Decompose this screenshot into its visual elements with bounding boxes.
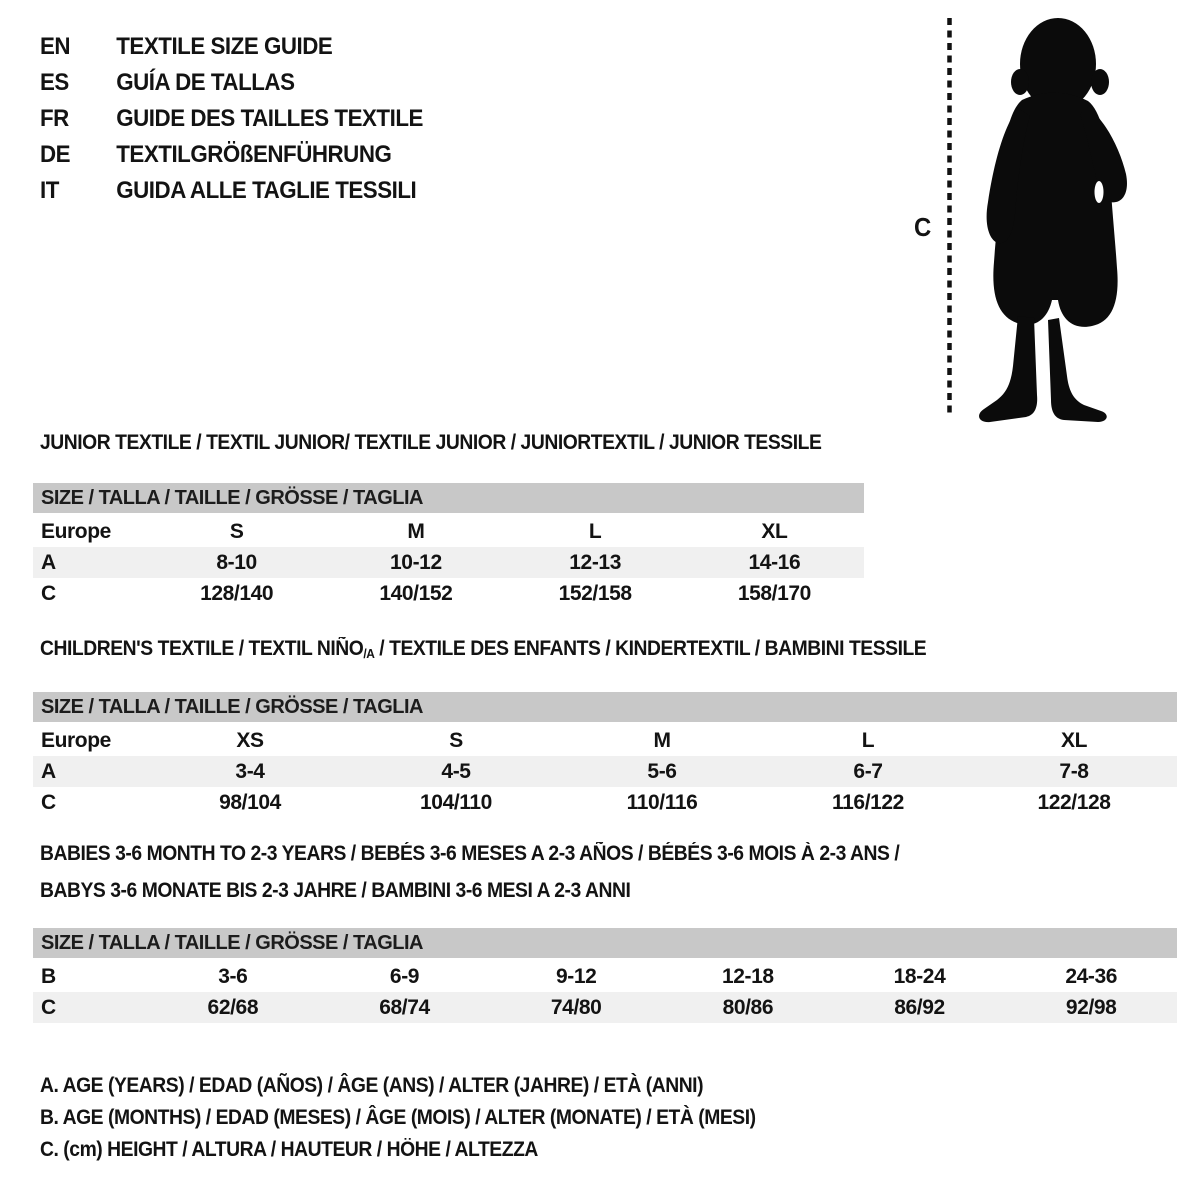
table-cell: 6-9 [389,964,420,988]
table-cell: 80/86 [722,995,774,1019]
section-title-children [40,637,926,661]
table-cell: 5-6 [647,759,677,783]
section-title-babies-line1: BABIES 3-6 MONTH TO 2-3 YEARS / BEBÉS 3-6 MESES A 2-3 AÑOS / BÉBÉS 3-6 MOIS À 2-3 ANS / [40,842,900,865]
language-title: GUIDA ALLE TAGLIE TESSILI [116,177,417,204]
size-header-children: SIZE / TALLA / TAILLE / GRÖSSE / TAGLIA [33,692,1177,722]
table-cell: A [41,550,56,574]
size-header-babies: SIZE / TALLA / TAILLE / GRÖSSE / TAGLIA [33,928,1177,958]
language-code: FR [40,105,69,132]
language-row [40,105,423,133]
height-measure-label: C [914,212,931,242]
table-cell: L [588,519,602,543]
table-cell: 104/110 [420,790,492,814]
table-cell: XS [236,728,264,752]
language-row [40,141,391,169]
table-cell: 10-12 [390,550,442,574]
language-title: GUIDE DES TAILLES TEXTILE [116,105,423,132]
table-cell: 62/68 [207,995,259,1019]
baby-leg-right [1048,318,1107,422]
language-code: ES [40,69,69,96]
section-title-babies-line2: BABYS 3-6 MONATE BIS 2-3 JAHRE / BAMBINI 3-6 MESI A 2-3 ANNI [40,879,631,902]
language-title: TEXTILGRÖßENFÜHRUNG [116,141,392,168]
table-cell: 8-10 [216,550,257,574]
table-row [33,992,1177,1023]
legend-line-a: A. AGE (YEARS) / EDAD (AÑOS) / ÂGE (ANS) / ALTER (JAHRE) / ETÀ (ANNI) [40,1074,704,1097]
legend-line-b: B. AGE (MONTHS) / EDAD (MESES) / ÂGE (MOIS) / ALTER (MONATE) / ETÀ (MESI) [40,1106,756,1129]
table-cell: M [653,728,671,752]
language-row [40,177,416,205]
table-cell: 122/128 [1037,790,1111,814]
table-cell: 74/80 [550,995,602,1019]
table-cell: 116/122 [832,790,904,814]
legend-line-c: C. (cm) HEIGHT / ALTURA / HAUTEUR / HÖHE / ALTEZZA [40,1138,538,1161]
language-code: IT [40,177,59,204]
baby-ear-right [1091,69,1109,95]
table-cell: XL [1060,728,1088,752]
table-cell: M [407,519,425,543]
babies-size-table [33,928,1177,1023]
baby-silhouette [960,14,1148,424]
table-cell: 14-16 [748,550,801,574]
table-cell: C [41,790,56,814]
language-title: TEXTILE SIZE GUIDE [116,33,333,60]
language-row [40,69,295,97]
table-row [33,516,864,547]
table-cell: C [41,995,56,1019]
table-cell: 86/92 [894,995,945,1019]
children-title-pre: CHILDREN'S TEXTILE / TEXTIL NIÑO [40,637,364,660]
junior-size-table [33,483,864,609]
language-row [40,33,332,61]
table-row [33,547,864,578]
table-cell: 18-24 [893,964,946,988]
baby-hand-gap [1095,181,1104,203]
table-row [33,725,1177,756]
table-cell: 3-4 [235,759,265,783]
size-header-junior: SIZE / TALLA / TAILLE / GRÖSSE / TAGLIA [33,483,864,513]
table-cell: 4-5 [441,759,471,783]
table-cell: 158/170 [737,581,811,605]
table-cell: Europe [41,519,111,543]
baby-leg-left [979,316,1037,422]
table-cell: 3-6 [218,964,248,988]
baby-ear-left [1011,69,1029,95]
section-title-junior: JUNIOR TEXTILE / TEXTIL JUNIOR/ TEXTILE JUNIOR / JUNIORTEXTIL / JUNIOR TESSILE [40,431,822,454]
language-title: GUÍA DE TALLAS [116,69,295,96]
table-cell: L [861,728,875,752]
table-cell: XL [761,519,788,543]
table-cell: 128/140 [200,581,274,605]
table-cell: 140/152 [379,581,453,605]
children-size-table [33,692,1177,818]
children-title-post: / TEXTILE DES ENFANTS / KINDERTEXTIL / BAMBINI TESSILE [374,637,927,660]
language-code: EN [40,33,71,60]
table-cell: 9-12 [555,964,597,988]
table-cell: Europe [41,728,111,752]
language-code: DE [40,141,71,168]
table-row [33,787,1177,818]
table-cell: C [41,581,56,605]
table-row [33,961,1177,992]
table-cell: 12-13 [569,550,621,574]
table-cell: A [41,759,56,783]
table-cell: 24-36 [1065,964,1118,988]
children-title-sub: /A [363,646,375,661]
table-cell: S [229,519,244,543]
table-cell: 92/98 [1065,995,1117,1019]
table-cell: S [449,728,463,752]
table-cell: 68/74 [379,995,430,1019]
table-cell: 12-18 [721,964,774,988]
table-cell: 7-8 [1059,759,1089,783]
table-cell: 6-7 [853,759,883,783]
table-row [33,756,1177,787]
table-cell: 110/116 [626,790,698,814]
height-dashed-line [945,16,954,420]
table-row [33,578,864,609]
table-cell: B [41,964,56,988]
table-cell: 98/104 [219,790,281,814]
table-cell: 152/158 [558,581,632,605]
